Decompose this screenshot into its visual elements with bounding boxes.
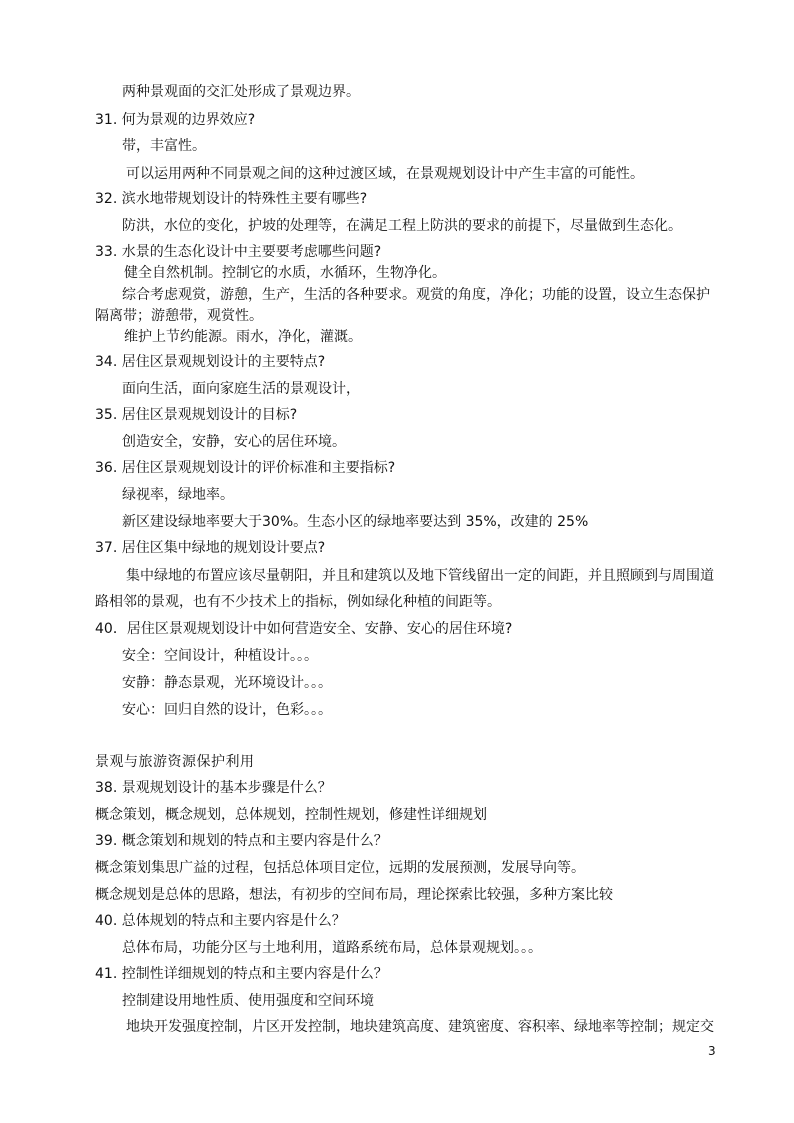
section-heading: 景观与旅游资源保护利用 — [95, 754, 255, 770]
answer-line: 综合考虑观赏，游憩，生产，生活的各种要求。观赏的角度，净化；功能的设置，设立生态保护 — [122, 287, 710, 303]
answer-line: 面向生活，面向家庭生活的景观设计， — [122, 381, 360, 397]
question-38: 38. 景观规划设计的基本步骤是什么？ — [95, 780, 332, 796]
answer-line: 绿视率，绿地率。 — [122, 487, 234, 503]
question-41: 41. 控制性详细规划的特点和主要内容是什么？ — [95, 966, 388, 982]
answer-line: 概念规划是总体的思路，想法，有初步的空间布局，理论探索比较强，多种方案比较 — [95, 887, 613, 903]
question-32: 32. 滨水地带规划设计的特殊性主要有哪些? — [95, 191, 368, 207]
answer-line: 概念策划，概念规划，总体规划，控制性规划，修建性详细规划 — [95, 807, 487, 823]
answer-line: 集中绿地的布置应该尽量朝阳，并且和建筑以及地下管线留出一定的间距，并且照顾到与周围道 — [126, 568, 714, 584]
answer-line: 新区建设绿地率要大于30%。生态小区的绿地率要达到 35%，改建的 25% — [122, 514, 589, 530]
answer-line: 维护上节约能源。雨水，净化，灌溉。 — [124, 329, 362, 345]
question-33: 33. 水景的生态化设计中主要要考虑哪些问题? — [95, 244, 382, 260]
question-40b: 40. 总体规划的特点和主要内容是什么？ — [95, 913, 346, 929]
question-34: 34. 居住区景观规划设计的主要特点? — [95, 354, 326, 370]
question-31: 31. 何为景观的边界效应? — [95, 112, 256, 128]
answer-line: 带，丰富性。 — [122, 138, 206, 154]
answer-line-continued: 路相邻的景观，也有不少技术上的指标，例如绿化种植的间距等。 — [95, 594, 501, 610]
question-40: 40．居住区景观规划设计中如何营造安全、安静、安心的居住环境? — [95, 621, 513, 637]
answer-line: 两种景观面的交汇处形成了景观边界。 — [122, 84, 360, 100]
answer-line: 防洪，水位的变化，护坡的处理等，在满足工程上防洪的要求的前提下，尽量做到生态化。 — [122, 218, 682, 234]
answer-line-continued: 隔离带；游憩带，观赏性。 — [95, 308, 263, 324]
question-35: 35. 居住区景观规划设计的目标? — [95, 407, 298, 423]
question-39: 39. 概念策划和规划的特点和主要内容是什么？ — [95, 833, 388, 849]
answer-line: 创造安全，安静，安心的居住环境。 — [122, 434, 346, 450]
answer-line: 安静：静态景观，光环境设计。。。 — [122, 675, 332, 691]
answer-line: 可以运用两种不同景观之间的这种过渡区域，在景观规划设计中产生丰富的可能性。 — [126, 166, 644, 182]
question-37: 37. 居住区集中绿地的规划设计要点? — [95, 540, 326, 556]
answer-line: 安心：回归自然的设计，色彩。。。 — [122, 702, 332, 718]
answer-line: 安全：空间设计，种植设计。。。 — [122, 648, 318, 664]
answer-line: 总体布局，功能分区与土地利用，道路系统布局，总体景观规划。。。 — [122, 940, 542, 956]
page-number: 3 — [708, 1044, 716, 1058]
answer-line: 概念策划集思广益的过程，包括总体项目定位，远期的发展预测，发展导向等。 — [95, 860, 585, 876]
question-36: 36. 居住区景观规划设计的评价标准和主要指标? — [95, 460, 396, 476]
answer-line: 地块开发强度控制，片区开发控制，地块建筑高度、建筑密度、容积率、绿地率等控制；规定交 — [126, 1019, 714, 1035]
answer-line: 控制建设用地性质、使用强度和空间环境 — [122, 993, 374, 1009]
answer-line: 健全自然机制。控制它的水质，水循环，生物净化。 — [124, 265, 446, 281]
